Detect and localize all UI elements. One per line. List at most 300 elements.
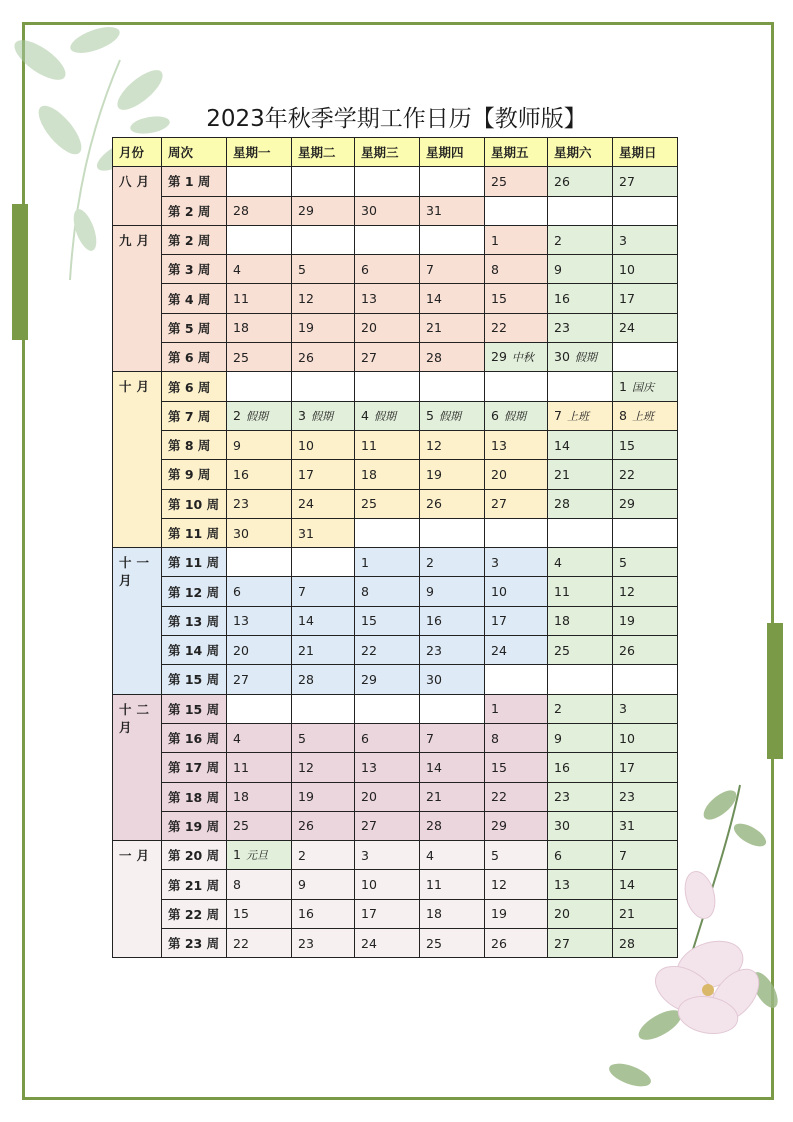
week-row bbox=[113, 723, 678, 752]
week-number: 第 9 周 bbox=[162, 460, 227, 489]
day-number: 9 bbox=[233, 437, 241, 453]
day-number: 22 bbox=[619, 466, 635, 482]
day-cell bbox=[548, 870, 613, 899]
day-cell bbox=[420, 196, 485, 225]
day-cell bbox=[355, 430, 420, 459]
day-cell bbox=[355, 577, 420, 606]
week-row bbox=[113, 811, 678, 840]
day-cell bbox=[613, 811, 678, 840]
day-cell bbox=[420, 606, 485, 635]
week-number: 第 2 周 bbox=[162, 225, 227, 254]
day-note: 假期 bbox=[373, 409, 396, 423]
day-number: 21 bbox=[298, 642, 314, 658]
day-cell bbox=[420, 636, 485, 665]
day-number: 23 bbox=[554, 789, 570, 805]
day-number: 19 bbox=[491, 906, 507, 922]
header-cell: 周次 bbox=[162, 138, 227, 167]
day-note: 假期 bbox=[438, 409, 461, 423]
day-cell bbox=[292, 782, 355, 811]
day-cell bbox=[548, 811, 613, 840]
day-cell bbox=[292, 343, 355, 372]
day-number: 28 bbox=[233, 203, 249, 219]
day-cell bbox=[548, 841, 613, 870]
day-cell bbox=[485, 841, 548, 870]
week-row bbox=[113, 343, 678, 372]
day-cell bbox=[355, 196, 420, 225]
day-cell bbox=[227, 577, 292, 606]
day-cell bbox=[420, 665, 485, 694]
day-note: 国庆 bbox=[631, 380, 654, 394]
day-cell bbox=[227, 225, 292, 254]
day-cell bbox=[613, 255, 678, 284]
week-row bbox=[113, 753, 678, 782]
week-row bbox=[113, 225, 678, 254]
day-number: 24 bbox=[619, 320, 635, 336]
day-cell bbox=[292, 167, 355, 196]
day-number: 18 bbox=[361, 466, 377, 482]
week-number: 第 10 周 bbox=[162, 489, 227, 518]
day-cell bbox=[227, 313, 292, 342]
day-cell bbox=[613, 196, 678, 225]
day-cell bbox=[420, 929, 485, 958]
day-cell bbox=[292, 313, 355, 342]
day-number: 31 bbox=[619, 818, 635, 834]
day-number: 4 bbox=[233, 730, 241, 746]
day-cell bbox=[227, 460, 292, 489]
week-number: 第 6 周 bbox=[162, 343, 227, 372]
week-row bbox=[113, 430, 678, 459]
day-cell bbox=[355, 723, 420, 752]
day-number: 8 bbox=[233, 877, 241, 893]
day-cell bbox=[613, 636, 678, 665]
day-cell bbox=[420, 782, 485, 811]
day-cell bbox=[548, 518, 613, 547]
day-note: 假期 bbox=[503, 409, 526, 423]
day-number: 13 bbox=[554, 877, 570, 893]
day-cell bbox=[613, 284, 678, 313]
day-number: 30 bbox=[361, 203, 377, 219]
day-cell bbox=[355, 284, 420, 313]
day-number: 7 bbox=[554, 407, 562, 423]
day-cell bbox=[485, 284, 548, 313]
day-number: 14 bbox=[619, 877, 635, 893]
day-cell bbox=[420, 401, 485, 430]
day-cell bbox=[227, 694, 292, 723]
day-number: 3 bbox=[619, 701, 627, 717]
header-cell: 星期四 bbox=[420, 138, 485, 167]
day-note: 上班 bbox=[566, 409, 589, 423]
week-number: 第 18 周 bbox=[162, 782, 227, 811]
day-number: 22 bbox=[233, 935, 249, 951]
header-cell: 星期日 bbox=[613, 138, 678, 167]
day-cell bbox=[548, 255, 613, 284]
day-number: 3 bbox=[491, 554, 499, 570]
day-number: 27 bbox=[619, 173, 635, 189]
header-cell: 星期一 bbox=[227, 138, 292, 167]
day-number: 30 bbox=[554, 349, 570, 365]
day-cell bbox=[420, 577, 485, 606]
day-cell bbox=[485, 343, 548, 372]
day-number: 18 bbox=[233, 320, 249, 336]
week-number: 第 17 周 bbox=[162, 753, 227, 782]
week-number: 第 3 周 bbox=[162, 255, 227, 284]
day-number: 13 bbox=[361, 759, 377, 775]
day-cell bbox=[292, 225, 355, 254]
day-cell bbox=[355, 313, 420, 342]
week-row bbox=[113, 167, 678, 196]
day-number: 3 bbox=[298, 407, 306, 423]
day-number: 21 bbox=[426, 789, 442, 805]
day-cell bbox=[548, 899, 613, 928]
day-number: 15 bbox=[491, 291, 507, 307]
day-cell bbox=[485, 313, 548, 342]
day-number: 16 bbox=[233, 466, 249, 482]
week-number: 第 7 周 bbox=[162, 401, 227, 430]
week-row bbox=[113, 372, 678, 401]
day-number: 28 bbox=[426, 818, 442, 834]
day-cell bbox=[420, 694, 485, 723]
week-number: 第 14 周 bbox=[162, 636, 227, 665]
week-number: 第 20 周 bbox=[162, 841, 227, 870]
day-number: 22 bbox=[491, 789, 507, 805]
day-number: 7 bbox=[426, 730, 434, 746]
work-calendar-table bbox=[112, 137, 678, 958]
day-number: 1 bbox=[491, 701, 499, 717]
day-number: 21 bbox=[619, 906, 635, 922]
header-row bbox=[113, 138, 678, 167]
day-number: 25 bbox=[426, 935, 442, 951]
week-number: 第 15 周 bbox=[162, 694, 227, 723]
day-cell bbox=[227, 782, 292, 811]
day-cell bbox=[548, 753, 613, 782]
week-row bbox=[113, 841, 678, 870]
week-number: 第 11 周 bbox=[162, 518, 227, 547]
day-number: 2 bbox=[298, 847, 306, 863]
day-cell bbox=[485, 577, 548, 606]
month-label: 十二月 bbox=[113, 694, 162, 840]
day-cell bbox=[548, 489, 613, 518]
day-number: 3 bbox=[619, 232, 627, 248]
month-label: 一月 bbox=[113, 841, 162, 958]
day-number: 14 bbox=[554, 437, 570, 453]
day-cell bbox=[613, 899, 678, 928]
day-cell bbox=[613, 929, 678, 958]
day-cell bbox=[613, 225, 678, 254]
right-tab-decoration bbox=[767, 623, 783, 759]
day-cell bbox=[485, 899, 548, 928]
week-row bbox=[113, 665, 678, 694]
day-cell bbox=[420, 723, 485, 752]
day-cell bbox=[548, 460, 613, 489]
day-cell bbox=[420, 811, 485, 840]
day-cell bbox=[227, 196, 292, 225]
day-cell bbox=[613, 489, 678, 518]
day-cell bbox=[613, 577, 678, 606]
day-number: 22 bbox=[361, 642, 377, 658]
day-cell bbox=[420, 870, 485, 899]
day-number: 12 bbox=[426, 437, 442, 453]
day-cell bbox=[613, 753, 678, 782]
day-cell bbox=[355, 870, 420, 899]
header-cell: 星期五 bbox=[485, 138, 548, 167]
week-number: 第 21 周 bbox=[162, 870, 227, 899]
day-cell bbox=[292, 606, 355, 635]
day-cell bbox=[548, 548, 613, 577]
day-number: 2 bbox=[554, 232, 562, 248]
day-cell bbox=[355, 811, 420, 840]
day-cell bbox=[292, 899, 355, 928]
day-number: 3 bbox=[361, 847, 369, 863]
day-number: 5 bbox=[619, 554, 627, 570]
week-number: 第 22 周 bbox=[162, 899, 227, 928]
day-cell bbox=[485, 225, 548, 254]
day-cell bbox=[485, 196, 548, 225]
day-number: 6 bbox=[233, 584, 241, 600]
day-number: 20 bbox=[361, 320, 377, 336]
week-row bbox=[113, 929, 678, 958]
day-cell bbox=[613, 841, 678, 870]
day-note: 中秋 bbox=[511, 351, 534, 365]
day-cell bbox=[355, 606, 420, 635]
day-cell bbox=[292, 196, 355, 225]
month-label: 十月 bbox=[113, 372, 162, 548]
day-number: 13 bbox=[361, 291, 377, 307]
day-cell bbox=[613, 313, 678, 342]
day-cell bbox=[355, 460, 420, 489]
day-number: 28 bbox=[426, 349, 442, 365]
day-number: 6 bbox=[491, 407, 499, 423]
day-number: 31 bbox=[426, 203, 442, 219]
week-row bbox=[113, 782, 678, 811]
day-cell bbox=[548, 284, 613, 313]
day-number: 1 bbox=[491, 232, 499, 248]
day-number: 10 bbox=[619, 261, 635, 277]
day-cell bbox=[292, 518, 355, 547]
day-number: 29 bbox=[491, 349, 507, 365]
day-cell bbox=[292, 401, 355, 430]
week-row bbox=[113, 255, 678, 284]
day-cell bbox=[227, 636, 292, 665]
day-cell bbox=[420, 841, 485, 870]
day-cell bbox=[485, 401, 548, 430]
day-cell bbox=[355, 929, 420, 958]
day-number: 24 bbox=[491, 642, 507, 658]
day-cell bbox=[548, 636, 613, 665]
day-number: 13 bbox=[233, 613, 249, 629]
day-cell bbox=[227, 753, 292, 782]
day-cell bbox=[292, 284, 355, 313]
day-cell bbox=[613, 548, 678, 577]
week-row bbox=[113, 606, 678, 635]
day-number: 4 bbox=[361, 407, 369, 423]
day-number: 8 bbox=[619, 407, 627, 423]
day-cell bbox=[420, 899, 485, 928]
day-cell bbox=[548, 372, 613, 401]
day-number: 4 bbox=[426, 847, 434, 863]
week-row bbox=[113, 694, 678, 723]
day-number: 25 bbox=[361, 496, 377, 512]
day-cell bbox=[420, 284, 485, 313]
day-number: 16 bbox=[554, 759, 570, 775]
day-cell bbox=[227, 548, 292, 577]
day-cell bbox=[355, 343, 420, 372]
day-cell bbox=[292, 694, 355, 723]
day-number: 8 bbox=[361, 584, 369, 600]
day-number: 17 bbox=[619, 759, 635, 775]
day-number: 26 bbox=[298, 349, 314, 365]
day-number: 23 bbox=[619, 789, 635, 805]
day-cell bbox=[485, 870, 548, 899]
day-number: 26 bbox=[298, 818, 314, 834]
day-cell bbox=[420, 548, 485, 577]
day-cell bbox=[613, 430, 678, 459]
day-number: 9 bbox=[426, 584, 434, 600]
day-number: 17 bbox=[361, 906, 377, 922]
day-number: 1 bbox=[361, 554, 369, 570]
day-number: 17 bbox=[298, 466, 314, 482]
day-cell bbox=[292, 723, 355, 752]
day-number: 16 bbox=[554, 291, 570, 307]
week-number: 第 12 周 bbox=[162, 577, 227, 606]
day-number: 13 bbox=[491, 437, 507, 453]
day-number: 15 bbox=[361, 613, 377, 629]
day-number: 25 bbox=[233, 818, 249, 834]
week-number: 第 13 周 bbox=[162, 606, 227, 635]
day-number: 5 bbox=[298, 730, 306, 746]
day-cell bbox=[227, 723, 292, 752]
day-number: 29 bbox=[619, 496, 635, 512]
day-number: 2 bbox=[233, 407, 241, 423]
week-number: 第 1 周 bbox=[162, 167, 227, 196]
day-number: 19 bbox=[298, 789, 314, 805]
day-note: 上班 bbox=[631, 409, 654, 423]
day-cell bbox=[548, 343, 613, 372]
day-note: 假期 bbox=[245, 409, 268, 423]
day-number: 28 bbox=[554, 496, 570, 512]
day-number: 15 bbox=[233, 906, 249, 922]
week-number: 第 6 周 bbox=[162, 372, 227, 401]
month-label: 九月 bbox=[113, 225, 162, 371]
day-number: 23 bbox=[233, 496, 249, 512]
week-row bbox=[113, 284, 678, 313]
day-cell bbox=[355, 255, 420, 284]
day-cell bbox=[485, 665, 548, 694]
day-cell bbox=[292, 489, 355, 518]
day-cell bbox=[227, 372, 292, 401]
day-cell bbox=[292, 430, 355, 459]
day-cell bbox=[355, 548, 420, 577]
day-cell bbox=[613, 782, 678, 811]
day-number: 26 bbox=[554, 173, 570, 189]
week-number: 第 8 周 bbox=[162, 430, 227, 459]
day-cell bbox=[548, 167, 613, 196]
day-cell bbox=[485, 518, 548, 547]
day-cell bbox=[355, 899, 420, 928]
day-cell bbox=[485, 460, 548, 489]
week-row bbox=[113, 870, 678, 899]
day-cell bbox=[485, 548, 548, 577]
day-cell bbox=[613, 460, 678, 489]
day-number: 16 bbox=[426, 613, 442, 629]
day-number: 21 bbox=[554, 466, 570, 482]
day-cell bbox=[548, 694, 613, 723]
day-cell bbox=[548, 665, 613, 694]
day-number: 12 bbox=[298, 291, 314, 307]
day-cell bbox=[613, 870, 678, 899]
day-number: 19 bbox=[426, 466, 442, 482]
day-number: 25 bbox=[233, 349, 249, 365]
day-number: 2 bbox=[554, 701, 562, 717]
day-cell bbox=[485, 811, 548, 840]
day-number: 7 bbox=[619, 847, 627, 863]
day-cell bbox=[420, 430, 485, 459]
day-number: 23 bbox=[426, 642, 442, 658]
week-number: 第 4 周 bbox=[162, 284, 227, 313]
day-cell bbox=[227, 841, 292, 870]
day-cell bbox=[613, 606, 678, 635]
day-number: 26 bbox=[491, 935, 507, 951]
day-cell bbox=[548, 606, 613, 635]
day-note: 假期 bbox=[574, 351, 597, 365]
day-cell bbox=[613, 518, 678, 547]
day-cell bbox=[613, 401, 678, 430]
day-number: 20 bbox=[233, 642, 249, 658]
day-cell bbox=[292, 929, 355, 958]
day-number: 6 bbox=[361, 261, 369, 277]
week-number: 第 23 周 bbox=[162, 929, 227, 958]
day-number: 9 bbox=[554, 261, 562, 277]
day-number: 25 bbox=[491, 173, 507, 189]
day-number: 10 bbox=[491, 584, 507, 600]
day-number: 24 bbox=[298, 496, 314, 512]
day-number: 27 bbox=[361, 818, 377, 834]
day-number: 12 bbox=[491, 877, 507, 893]
header-cell: 星期六 bbox=[548, 138, 613, 167]
week-row bbox=[113, 460, 678, 489]
day-number: 2 bbox=[426, 554, 434, 570]
day-cell bbox=[227, 606, 292, 635]
day-number: 6 bbox=[361, 730, 369, 746]
day-number: 22 bbox=[491, 320, 507, 336]
week-row bbox=[113, 313, 678, 342]
header-cell: 月份 bbox=[113, 138, 162, 167]
day-number: 18 bbox=[426, 906, 442, 922]
day-number: 7 bbox=[298, 584, 306, 600]
day-cell bbox=[485, 782, 548, 811]
day-number: 19 bbox=[619, 613, 635, 629]
day-number: 15 bbox=[491, 759, 507, 775]
week-number: 第 16 周 bbox=[162, 723, 227, 752]
day-number: 10 bbox=[298, 437, 314, 453]
day-number: 4 bbox=[554, 554, 562, 570]
day-number: 4 bbox=[233, 261, 241, 277]
day-number: 6 bbox=[554, 847, 562, 863]
month-label: 八月 bbox=[113, 167, 162, 226]
week-row bbox=[113, 636, 678, 665]
week-row bbox=[113, 548, 678, 577]
day-number: 28 bbox=[298, 671, 314, 687]
day-cell bbox=[227, 929, 292, 958]
week-row bbox=[113, 489, 678, 518]
day-number: 8 bbox=[491, 261, 499, 277]
day-number: 8 bbox=[491, 730, 499, 746]
day-cell bbox=[485, 723, 548, 752]
page-title: 2023年秋季学期工作日历【教师版】 bbox=[206, 106, 587, 132]
day-cell bbox=[420, 343, 485, 372]
day-number: 15 bbox=[619, 437, 635, 453]
day-number: 18 bbox=[554, 613, 570, 629]
day-number: 30 bbox=[554, 818, 570, 834]
